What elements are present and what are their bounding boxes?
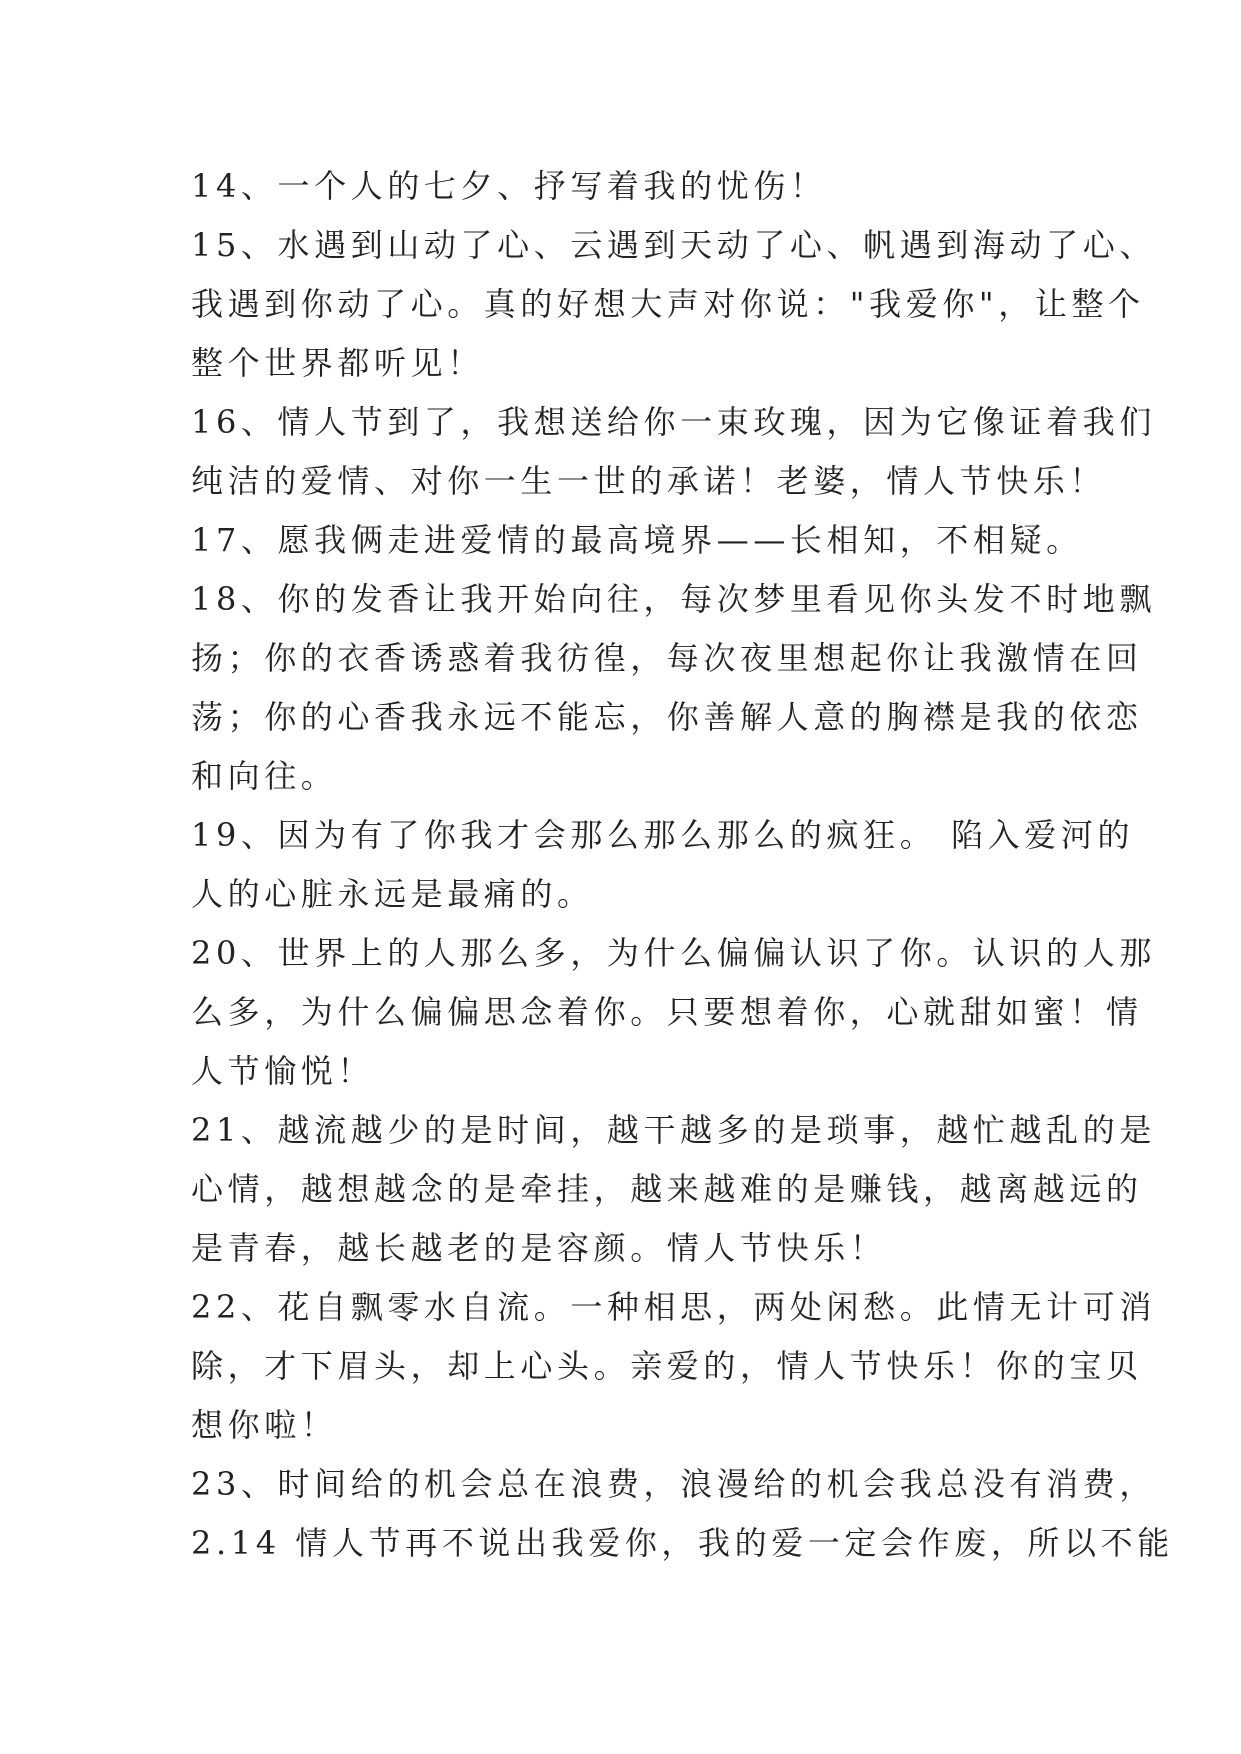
document-body xyxy=(191,157,1174,1573)
text-line: 荡；你的心香我永远不能忘，你善解人意的胸襟是我的依恋 xyxy=(191,698,1143,736)
text-line: 扬；你的衣香诱惑着我彷徨，每次夜里想起你让我激情在回 xyxy=(191,639,1143,677)
text-line: 我遇到你动了心。真的好想大声对你说："我爱你"，让整个 xyxy=(191,285,1145,323)
text-line: 人的心脏永远是最痛的。 xyxy=(191,875,594,913)
text-line: 23、时间给的机会总在浪费，浪漫给的机会我总没有消费， xyxy=(191,1465,1156,1503)
text-line: 纯洁的爱情、对你一生一世的承诺！老婆，情人节快乐！ xyxy=(191,462,1107,500)
text-line: 16、情人节到了，我想送给你一束玫瑰，因为它像证着我们 xyxy=(191,403,1156,441)
text-line: 14、一个人的七夕、抒写着我的忧伤！ xyxy=(191,167,827,205)
text-line: 18、你的发香让我开始向往，每次梦里看见你头发不时地飘 xyxy=(191,580,1156,618)
text-line: 21、越流越少的是时间，越干越多的是琐事，越忙越乱的是 xyxy=(191,1111,1156,1149)
text-line: 19、因为有了你我才会那么那么那么的疯狂。 陷入爱河的 xyxy=(191,816,1135,854)
text-line: 整个世界都听见！ xyxy=(191,344,484,382)
text-line: 15、水遇到山动了心、云遇到天动了心、帆遇到海动了心、 xyxy=(191,226,1156,264)
text-line: 心情，越想越念的是牵挂，越来越难的是赚钱，越离越远的 xyxy=(191,1170,1143,1208)
text-line: 22、花自飘零水自流。一种相思，两处闲愁。此情无计可消 xyxy=(191,1288,1156,1326)
text-line: 人节愉悦！ xyxy=(191,1052,375,1090)
text-line: 和向往。 xyxy=(191,757,338,795)
text-line: 除，才下眉头，却上心头。亲爱的，情人节快乐！你的宝贝 xyxy=(191,1347,1143,1385)
text-line: 是青春，越长越老的是容颜。情人节快乐！ xyxy=(191,1229,887,1267)
text-line: 20、世界上的人那么多，为什么偏偏认识了你。认识的人那 xyxy=(191,934,1156,972)
text-line: 2.14 情人节再不说出我爱你，我的爱一定会作废，所以不能 xyxy=(191,1524,1174,1562)
text-line: 么多，为什么偏偏思念着你。只要想着你，心就甜如蜜！情 xyxy=(191,993,1143,1031)
text-line: 17、愿我俩走进爱情的最高境界——长相知，不相疑。 xyxy=(191,521,1083,559)
text-line: 想你啦！ xyxy=(191,1406,338,1444)
